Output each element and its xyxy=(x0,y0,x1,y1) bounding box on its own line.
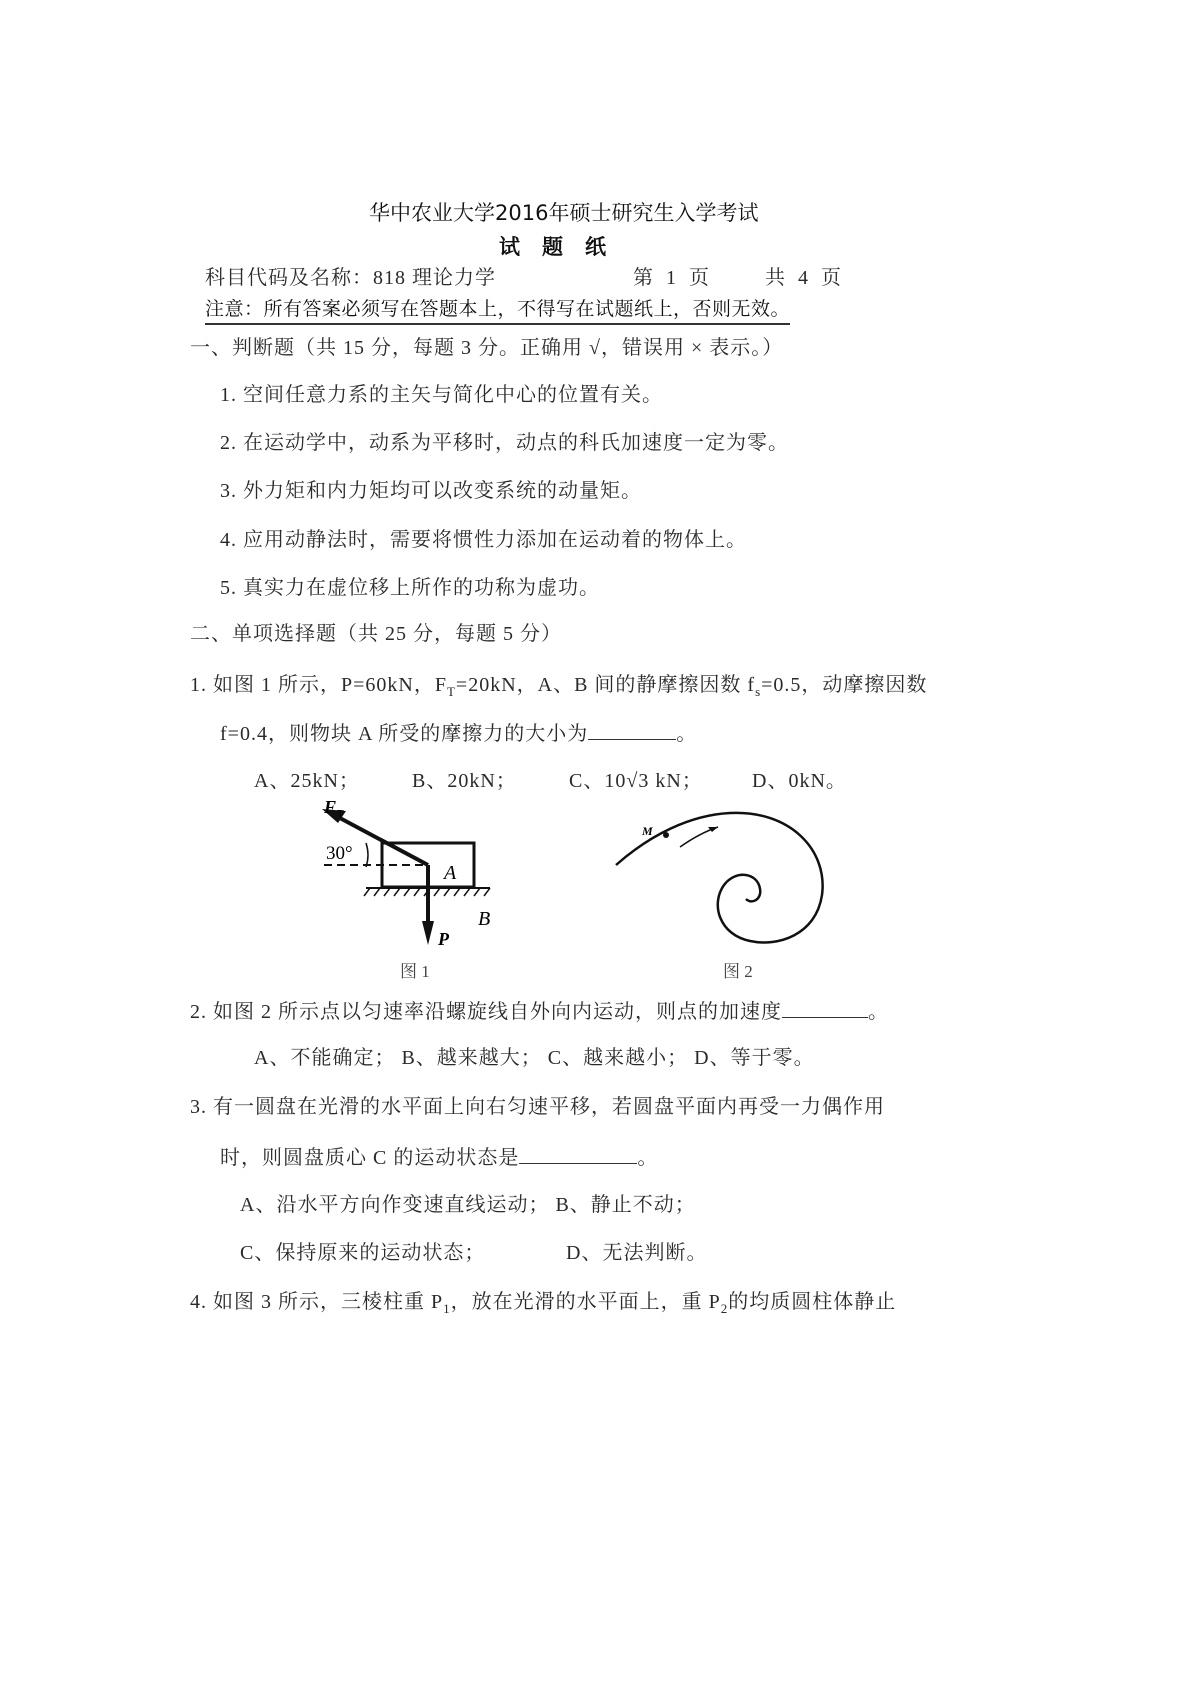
page-number: 第 1 页 xyxy=(633,267,710,289)
q1-option-b: B、20kN； xyxy=(412,770,517,792)
q1-line2 xyxy=(220,721,697,746)
q2-text: 2. 如图 2 所示点以匀速率沿螺旋线自外向内运动，则点的加速度 xyxy=(190,1001,782,1023)
judge-item-2: 2. 在运动学中，动系为平移时，动点的科氏加速度一定为零。 xyxy=(220,432,789,454)
q2-line1 xyxy=(190,999,889,1024)
q4-text-c: 的均质圆柱体静止 xyxy=(728,1291,897,1313)
q1-text-b: =20kN，A、B 间的静摩擦因数 f xyxy=(455,674,756,696)
q1-text-c: =0.5，动摩擦因数 xyxy=(761,674,928,696)
answer-blank xyxy=(588,721,676,740)
exam-title: 华中农业大学2016年硕士研究生入学考试 xyxy=(369,201,759,225)
q3-text-end: 。 xyxy=(637,1147,659,1169)
q2-text-end: 。 xyxy=(868,1001,889,1023)
q3-text: 时，则圆盘质心 C 的运动状态是 xyxy=(220,1147,520,1169)
fig1-force-label: F xyxy=(324,797,337,817)
q1-text-d: f=0.4，则物块 A 所受的摩擦力的大小为 xyxy=(220,723,589,745)
fig1-force-sub: T xyxy=(337,808,344,820)
q1-option-c: C、10√3 kN； xyxy=(569,770,703,792)
q4-sub2: 2 xyxy=(720,1301,729,1316)
q1-text-e: 。 xyxy=(676,723,698,745)
judge-item-4: 4. 应用动静法时，需要将惯性力添加在运动着的物体上。 xyxy=(220,529,747,551)
q1-text-a: 1. 如图 1 所示，P=60kN，F xyxy=(190,674,447,696)
fig1-weight-label: P xyxy=(438,929,449,949)
q3-options-ab: A、沿水平方向作变速直线运动； B、静止不动； xyxy=(240,1194,696,1216)
exam-subtitle: 试题纸 xyxy=(499,235,628,259)
q3-option-d: D、无法判断。 xyxy=(566,1242,708,1264)
q1-line1 xyxy=(190,673,927,704)
q1-option-a: A、25kN； xyxy=(254,770,360,792)
page-total: 共 4 页 xyxy=(765,267,842,289)
fig1-ground-label: B xyxy=(478,908,491,930)
section2-heading: 二、单项选择题（共 25 分，每题 5 分） xyxy=(190,623,562,645)
fig1-angle-label: 30° xyxy=(326,843,353,864)
figure-1-diagram xyxy=(310,795,530,955)
q1-sub-s: s xyxy=(755,684,762,699)
figure-2-caption: 图 2 xyxy=(723,962,753,981)
answer-blank xyxy=(519,1145,637,1164)
q2-options: A、不能确定； B、越来越大； C、越来越小； D、等于零。 xyxy=(254,1047,815,1069)
q3-option-c: C、保持原来的运动状态； xyxy=(240,1242,486,1264)
q4-line1 xyxy=(190,1290,896,1321)
judge-item-5: 5. 真实力在虚位移上所作的功称为虚功。 xyxy=(220,577,600,599)
figure-2-diagram xyxy=(600,795,840,955)
figure-1-caption: 图 1 xyxy=(400,962,430,981)
fig1-block-label: A xyxy=(444,862,457,884)
q3-line1: 3. 有一圆盘在光滑的水平面上向右匀速平移，若圆盘平面内再受一力偶作用 xyxy=(190,1096,885,1118)
judge-item-3: 3. 外力矩和内力矩均可以改变系统的动量矩。 xyxy=(220,480,642,502)
course-code-name: 科目代码及名称：818 理论力学 xyxy=(205,267,496,289)
exam-notice: 注意：所有答案必须写在答题本上，不得写在试题纸上，否则无效。 xyxy=(205,297,790,325)
q4-text-a: 4. 如图 3 所示，三棱柱重 P xyxy=(190,1291,444,1313)
section1-heading: 一、判断题（共 15 分，每题 3 分。正确用 √，错误用 × 表示。） xyxy=(190,337,784,359)
answer-blank xyxy=(782,999,868,1018)
q4-text-b: ，放在光滑的水平面上，重 P xyxy=(450,1291,721,1313)
q1-option-d: D、0kN。 xyxy=(752,770,847,792)
fig2-point-label: M xyxy=(642,824,653,838)
q4-sub1: 1 xyxy=(443,1301,451,1316)
judge-item-1: 1. 空间任意力系的主矢与简化中心的位置有关。 xyxy=(220,384,663,406)
q3-line2 xyxy=(220,1145,658,1170)
q1-sub-t: T xyxy=(446,684,456,699)
